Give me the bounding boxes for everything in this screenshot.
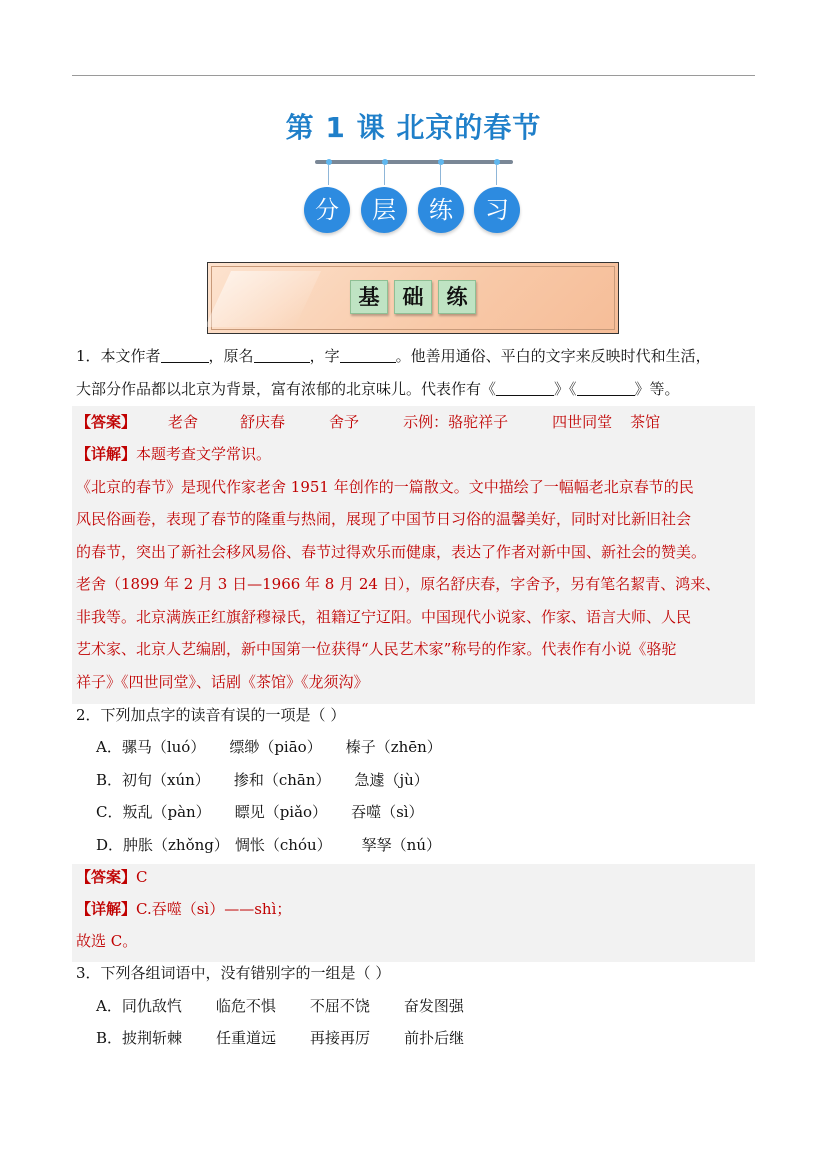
badge-circle: 练 (418, 187, 464, 233)
answer-item: 老舍 (168, 413, 199, 431)
q1-text: 1．本文作者 (76, 347, 161, 365)
badge-circle: 层 (361, 187, 407, 233)
q2-option-a (96, 736, 442, 758)
answer-item: 舒庆春 (240, 413, 286, 431)
banner-char: 础 (394, 280, 432, 314)
layered-practice-badges (304, 187, 526, 235)
q1-detail-line: 的春节，突出了新社会移风易俗、春节过得欢乐而健康，表达了作者对新中国、新社会的赞美。 (76, 543, 707, 561)
badge-circle: 习 (474, 187, 520, 233)
q1-text: 》等。 (634, 380, 680, 398)
answer-blank (340, 346, 396, 363)
detail-text: 本题考查文学常识。 (136, 445, 272, 463)
answer-blank (577, 379, 635, 396)
answer-label: 【答案】 (76, 413, 137, 431)
q1-detail-lead (76, 443, 271, 465)
answer-blank (161, 346, 209, 363)
answer-item: 茶馆 (630, 413, 661, 431)
underline-dot (438, 159, 444, 165)
q3-stem: 3．下列各组词语中，没有错别字的一组是（ ） (76, 964, 391, 982)
option-text: 临危不惧 (215, 997, 276, 1015)
answer-label: 【答案】 (76, 868, 137, 886)
option-text: B．初旬（xún） (96, 771, 210, 789)
q1-answer-line (76, 411, 660, 433)
option-text: C．叛乱（pàn） (96, 803, 211, 821)
answer-item: 示例：骆驼祥子 (403, 413, 509, 431)
q2-answer-line (76, 866, 148, 888)
option-text: 缥缈（piāo） (229, 738, 322, 756)
q1-text: ，原名 (208, 347, 254, 365)
q1-detail-line: 非我等。北京满族正红旗舒穆禄氏，祖籍辽宁辽阳。中国现代小说家、作家、语言大师、人民 (76, 608, 692, 626)
underline-stem (328, 165, 329, 185)
q1-text: ，字 (309, 347, 340, 365)
option-text: 不屈不饶 (309, 997, 370, 1015)
q1-text: 》《 (554, 380, 577, 398)
q1-detail-line: 风民俗画卷，表现了春节的隆重与热闹，展现了中国节日习俗的温馨美好，同时对比新旧社会 (76, 510, 692, 528)
answer-item: 四世同堂 (552, 413, 613, 431)
answer-blank (254, 346, 310, 363)
underline-stem (384, 165, 385, 185)
option-text: 吞噬（sì） (351, 803, 424, 821)
banner-char: 练 (438, 280, 476, 314)
option-text: 孥孥（nú） (361, 836, 441, 854)
option-text: 前扑后继 (404, 1029, 465, 1047)
option-text: 奋发图强 (403, 997, 464, 1015)
option-text: B．披荆斩棘 (96, 1029, 183, 1047)
answer-blank (496, 379, 554, 396)
lesson-title: 第 1 课 北京的春节 (285, 111, 542, 144)
option-text: 急遽（jù） (354, 771, 429, 789)
q2-conclusion: 故选 C。 (76, 932, 138, 950)
q1-detail-line: 艺术家、北京人艺编剧，新中国第一位获得“人民艺术家”称号的作家。代表作有小说《骆驼 (76, 640, 677, 658)
underline-dot (382, 159, 388, 165)
detail-label: 【详解】 (76, 900, 137, 918)
q1-stem-line2 (76, 378, 680, 400)
option-text: 再接再厉 (310, 1029, 371, 1047)
q2-option-c (96, 801, 424, 823)
q1-text: 大部分作品都以北京为背景，富有浓郁的北京味儿。代表作有《 (76, 380, 497, 398)
option-text: 掺和（chān） (233, 771, 331, 789)
banner-title (208, 280, 618, 314)
option-text: A．骡马（luó） (96, 738, 206, 756)
title-underline (315, 160, 513, 164)
option-text: 惆怅（chóu） (234, 836, 332, 854)
q3-option-b (96, 1027, 464, 1049)
underline-dot (326, 159, 332, 165)
detail-text: C.吞噬（sì）——shì； (136, 900, 292, 918)
badge-circle: 分 (304, 187, 350, 233)
q2-option-b (96, 769, 429, 791)
option-text: A．同仇敌忾 (96, 997, 182, 1015)
q1-detail-line: 祥子》《四世同堂》、话剧《茶馆》《龙须沟》 (76, 673, 369, 691)
option-text: 瞟见（piǎo） (234, 803, 328, 821)
q2-detail-line (76, 898, 291, 920)
underline-stem (440, 165, 441, 185)
underline-stem (496, 165, 497, 185)
q2-stem: 2．下列加点字的读音有误的一项是（ ） (76, 706, 346, 724)
option-text: 任重道远 (216, 1029, 277, 1047)
q1-stem-line1 (76, 345, 711, 367)
underline-dot (494, 159, 500, 165)
q2-option-d (96, 834, 441, 856)
option-text: D．肿胀（zhǒng） (96, 836, 229, 854)
q1-detail-line: 老舍（1899 年 2 月 3 日—1966 年 8 月 24 日），原名舒庆春，字舍予，另有笔名絜青、鸿来、 (76, 575, 721, 593)
q1-detail-line: 《北京的春节》是现代作家老舍 1951 年创作的一篇散文。文中描绘了一幅幅老北京春节的民 (76, 478, 694, 496)
q3-option-a (96, 995, 464, 1017)
section-banner (207, 262, 619, 334)
detail-label: 【详解】 (76, 445, 137, 463)
option-text: 榛子（zhēn） (345, 738, 442, 756)
header-rule (72, 75, 755, 76)
q1-text: 。他善用通俗、平白的文字来反映时代和生活， (395, 347, 711, 365)
answer-item: C (136, 868, 148, 886)
banner-char: 基 (350, 280, 388, 314)
answer-item: 舍予 (329, 413, 360, 431)
